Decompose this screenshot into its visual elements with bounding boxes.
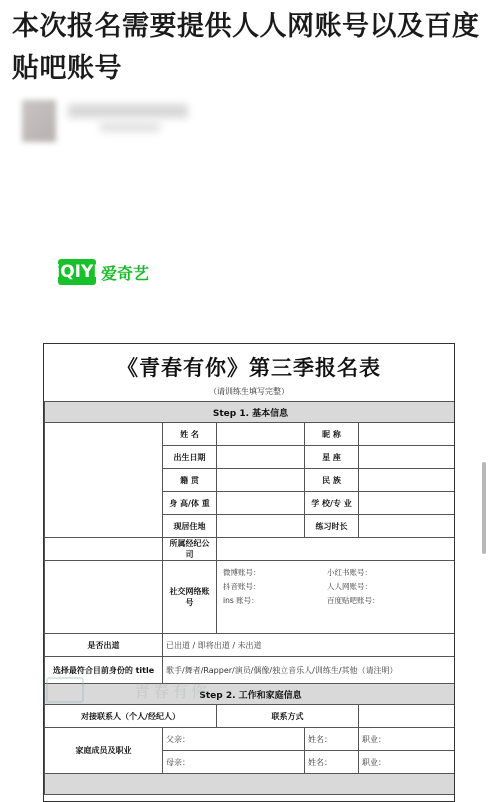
registration-form-image[interactable] [43, 343, 455, 802]
label-school: 学 校/专 业 [305, 492, 359, 515]
label-social: 社交网络账号 [163, 561, 217, 634]
label-contact: 对接联系人（个人/经纪人） [45, 705, 217, 728]
avatar[interactable] [22, 100, 56, 142]
label-name: 姓 名 [163, 423, 217, 446]
iqiyi-logo-icon: iQIYI [58, 259, 96, 285]
ins-field: ins 账号： [223, 596, 259, 605]
label-ethnic: 民 族 [305, 469, 359, 492]
label-debut: 是否出道 [45, 634, 163, 657]
xhs-field: 小红书账号： [327, 568, 372, 577]
blurred-username [68, 104, 188, 118]
watermark-text: 青春有你 [134, 681, 211, 701]
iqiyi-logo-text: 爱奇艺 [101, 263, 150, 283]
form-subtitle: （请训练生填写完整） [209, 387, 289, 396]
renren-field: 人人网账号： [327, 582, 372, 591]
weibo-field: 微博账号： [223, 568, 261, 577]
mother-field: 母亲： [163, 751, 305, 774]
mother-name-field: 姓名： [305, 751, 359, 774]
label-nickname: 昵 称 [305, 423, 359, 446]
photo-cell [45, 423, 163, 538]
label-address: 现居住地 [163, 515, 217, 538]
tieba-field: 百度贴吧账号： [327, 596, 380, 605]
label-practice: 练习时长 [305, 515, 359, 538]
label-zodiac: 星 座 [305, 446, 359, 469]
label-body: 身 高/体 重 [163, 492, 217, 515]
label-birth: 出生日期 [163, 446, 217, 469]
form-table [44, 401, 455, 795]
father-name-field: 姓名： [305, 728, 359, 751]
post-headline: 本次报名需要提供人人网账号以及百度贴吧账号 [12, 11, 480, 84]
douyin-field: 抖音账号： [223, 582, 261, 591]
label-family: 家庭成员及职业 [45, 728, 163, 774]
identity-options: 歌手/舞者/Rapper/演员/偶像/独立音乐人/训练生/其他（请注明） [163, 657, 456, 684]
mother-job-field: 职业： [359, 751, 456, 774]
father-job-field: 职业： [359, 728, 456, 751]
form-title: 《青春有你》第三季报名表 [117, 356, 381, 380]
label-native: 籍 贯 [163, 469, 217, 492]
scrollbar[interactable] [482, 462, 486, 554]
label-contact-method: 联系方式 [217, 705, 359, 728]
debut-options: 已出道 / 即将出道 / 未出道 [163, 634, 456, 657]
father-field: 父亲： [163, 728, 305, 751]
label-identity: 选择最符合目前身份的 title [45, 657, 163, 684]
social-accounts-cell [217, 561, 456, 634]
label-agency: 所属经纪公司 [163, 538, 217, 561]
blurred-meta [100, 122, 160, 132]
step2-header: Step 2. 工作和家庭信息 [45, 684, 456, 705]
iqiyi-logo [54, 259, 150, 285]
step1-header: Step 1. 基本信息 [45, 402, 456, 423]
